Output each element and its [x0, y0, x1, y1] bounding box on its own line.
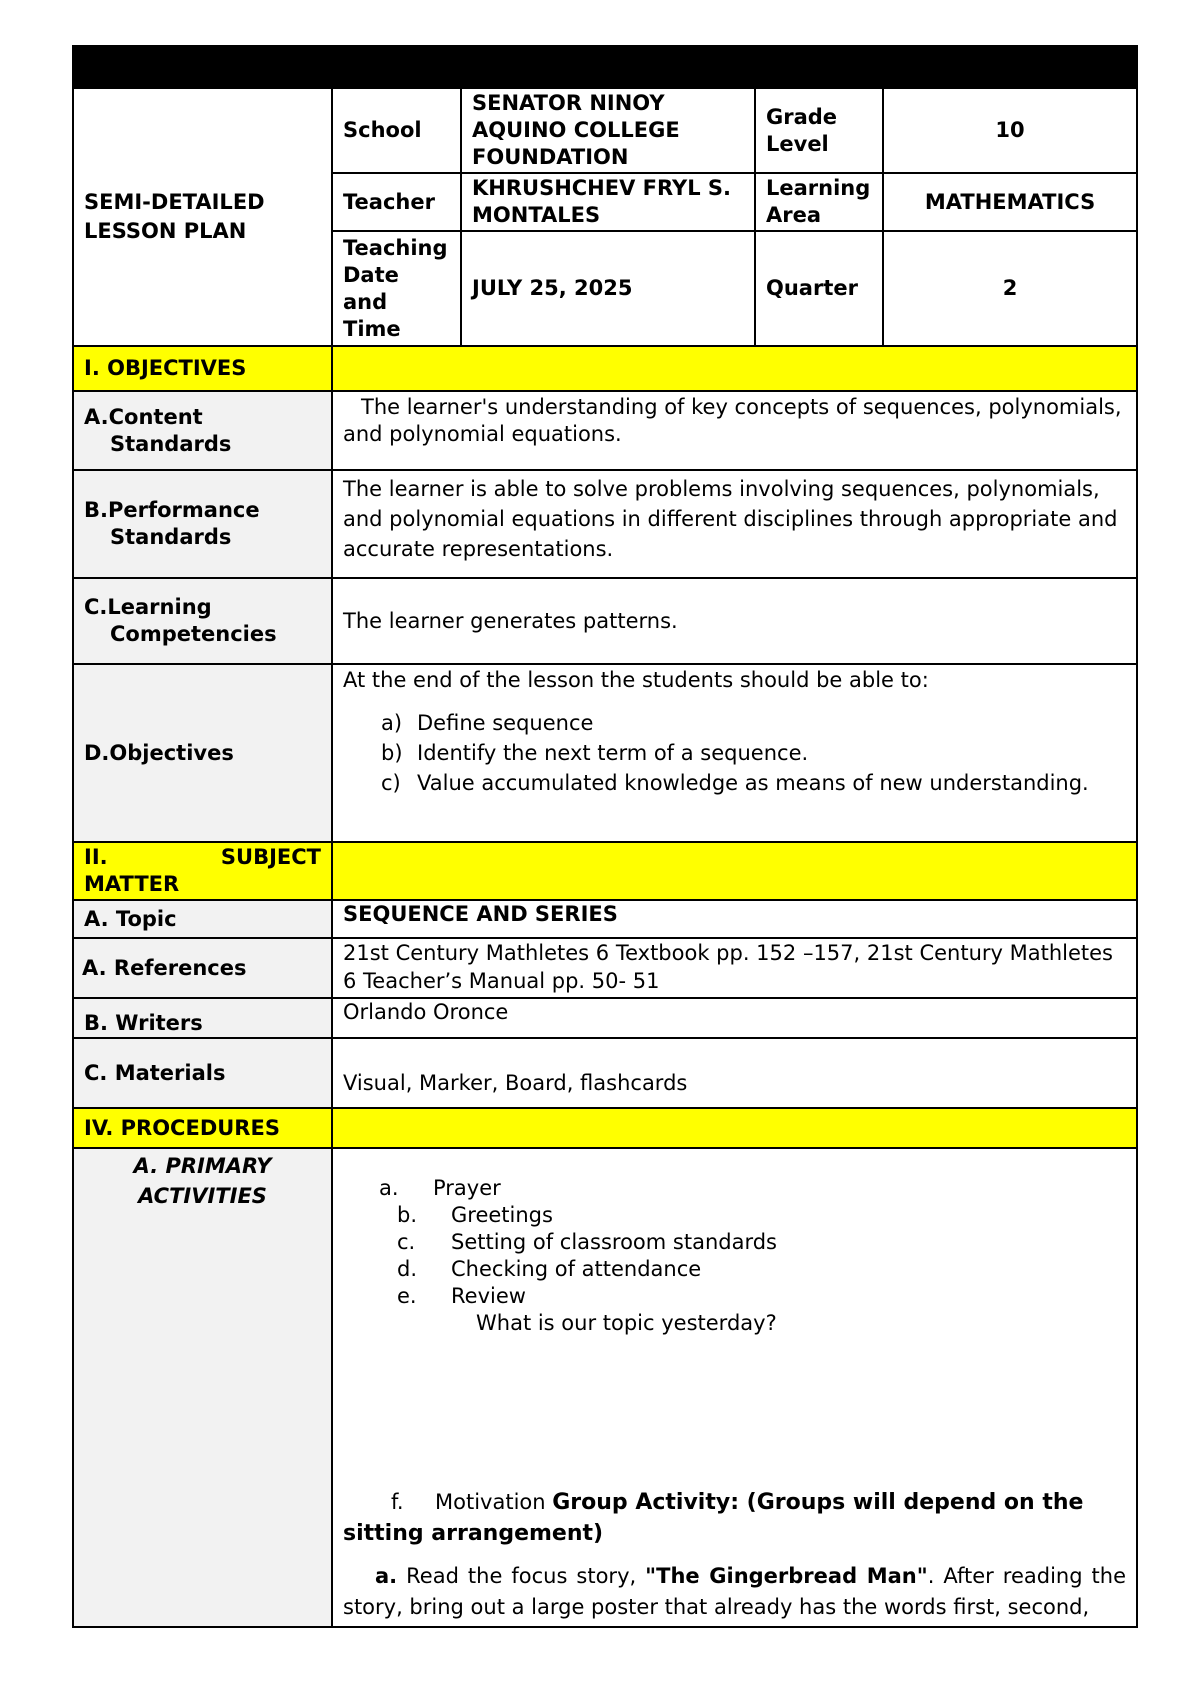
area-label: Learning Area — [755, 173, 883, 231]
list-marker: d. — [397, 1257, 418, 1281]
primary-activities-content — [332, 1148, 1137, 1627]
topic-value: SEQUENCE AND SERIES — [332, 900, 1137, 938]
subject-heading-num: II. — [84, 845, 108, 869]
content-label-line2: Standards — [110, 431, 232, 456]
list-marker: a) — [381, 711, 403, 735]
content-standards-label — [73, 391, 332, 470]
objectives-heading: I. OBJECTIVES — [73, 346, 332, 391]
competency-label-line2: Competencies — [110, 622, 277, 646]
materials-label: C. Materials — [73, 1038, 332, 1108]
writers-value: Orlando Oronce — [332, 998, 1137, 1038]
motivation-line — [343, 1487, 1126, 1549]
motivation-label: Motivation — [435, 1490, 546, 1514]
procedures-heading: IV. PROCEDURES — [73, 1108, 332, 1148]
list-marker: a. — [379, 1176, 399, 1200]
learning-competencies-text: The learner generates patterns. — [332, 578, 1137, 664]
procedures-heading-row — [73, 1108, 1137, 1148]
learning-competencies-label — [73, 578, 332, 664]
performance-label-line2: Standards — [110, 525, 232, 549]
school-label: School — [332, 88, 461, 173]
subject-heading — [73, 842, 332, 900]
header-black-bar — [73, 46, 1137, 88]
lesson-plan-table — [72, 45, 1138, 1628]
list-text: Checking of attendance — [451, 1257, 702, 1281]
doc-title — [73, 88, 332, 346]
subject-heading-word2: MATTER — [84, 872, 180, 896]
teacher-label: Teacher — [332, 173, 461, 231]
list-text: Greetings — [451, 1203, 553, 1227]
grade-value: 10 — [883, 88, 1137, 173]
topic-label: A. Topic — [73, 900, 332, 938]
quarter-label: Quarter — [755, 231, 883, 346]
list-text: Value accumulated knowledge as means of new understanding. — [417, 771, 1089, 795]
list-item — [343, 1202, 1126, 1229]
list-marker: b) — [381, 741, 403, 765]
subject-heading-word1: SUBJECT — [220, 845, 321, 869]
story-pre: Read the focus story, — [406, 1564, 637, 1588]
subject-heading-row — [73, 842, 1137, 900]
list-text: Review — [451, 1284, 526, 1308]
grade-label: Grade Level — [755, 88, 883, 173]
list-text: Define sequence — [417, 711, 594, 735]
list-item — [381, 768, 1126, 798]
performance-standards-text: The learner is able to solve problems involving sequences, polynomials, and polynomial equations in different disciplines through appropriate and accurate representations. — [332, 470, 1137, 578]
list-item — [343, 1256, 1126, 1283]
list-marker: c) — [381, 771, 401, 795]
doc-title-text: SEMI-DETAILED LESSON PLAN — [84, 190, 265, 243]
list-text: Identify the next term of a sequence. — [417, 741, 809, 765]
objectives-text — [332, 664, 1137, 842]
list-item — [343, 1175, 1126, 1202]
list-text: Prayer — [433, 1176, 501, 1200]
procedures-list — [343, 1175, 1126, 1310]
list-marker: e. — [397, 1284, 417, 1308]
objectives-label: D.Objectives — [73, 664, 332, 842]
writers-label: B. Writers — [73, 998, 332, 1038]
primary-label-line1: A. PRIMARY — [133, 1154, 272, 1178]
objectives-intro: At the end of the lesson the students should be able to: — [343, 668, 929, 692]
motivation-marker: f. — [391, 1490, 404, 1514]
content-standards-text — [332, 391, 1137, 470]
primary-label-line2: ACTIVITIES — [138, 1184, 267, 1208]
quarter-value: 2 — [883, 231, 1137, 346]
story-post: . After reading the story, bring out a large poster that already has the words first, second, — [343, 1564, 1127, 1619]
date-value: JULY 25, 2025 — [461, 231, 755, 346]
objectives-heading-row — [73, 346, 1137, 391]
area-value: MATHEMATICS — [883, 173, 1137, 231]
motivation-bold: Group Activity: (Groups will depend on the sitting arrangement) — [343, 1490, 1084, 1546]
story-title: "The Gingerbread Man" — [645, 1564, 928, 1588]
lesson-plan-page — [72, 45, 1136, 1628]
content-label-line1: A.Content — [84, 404, 203, 429]
performance-label-line1: B.Performance — [84, 498, 260, 522]
competency-label-line1: C.Learning — [84, 595, 212, 619]
list-marker: c. — [397, 1230, 416, 1254]
list-text: Setting of classroom standards — [451, 1230, 778, 1254]
list-item — [343, 1283, 1126, 1310]
list-item — [381, 708, 1126, 738]
school-value: SENATOR NINOY AQUINO COLLEGE FOUNDATION — [461, 88, 755, 173]
objectives-list — [343, 708, 1126, 798]
performance-standards-label — [73, 470, 332, 578]
list-item — [381, 738, 1126, 768]
story-marker: a. — [375, 1564, 398, 1588]
list-marker: b. — [397, 1203, 418, 1227]
content-standards-value: The learner's understanding of key concepts of sequences, polynomials, and polynomial equations. — [343, 395, 1122, 446]
materials-value: Visual, Marker, Board, flashcards — [332, 1038, 1137, 1108]
references-value: 21st Century Mathletes 6 Textbook pp. 152 –157, 21st Century Mathletes 6 Teacher’s Manual pp. 50- 51 — [332, 938, 1137, 998]
date-label: Teaching Date and Time — [332, 231, 461, 346]
list-item — [343, 1229, 1126, 1256]
primary-activities-label — [73, 1148, 332, 1627]
review-question: What is our topic yesterday? — [476, 1311, 777, 1335]
story-paragraph — [343, 1561, 1126, 1623]
references-label: A. References — [73, 938, 332, 998]
teacher-value: KHRUSHCHEV FRYL S. MONTALES — [461, 173, 755, 231]
